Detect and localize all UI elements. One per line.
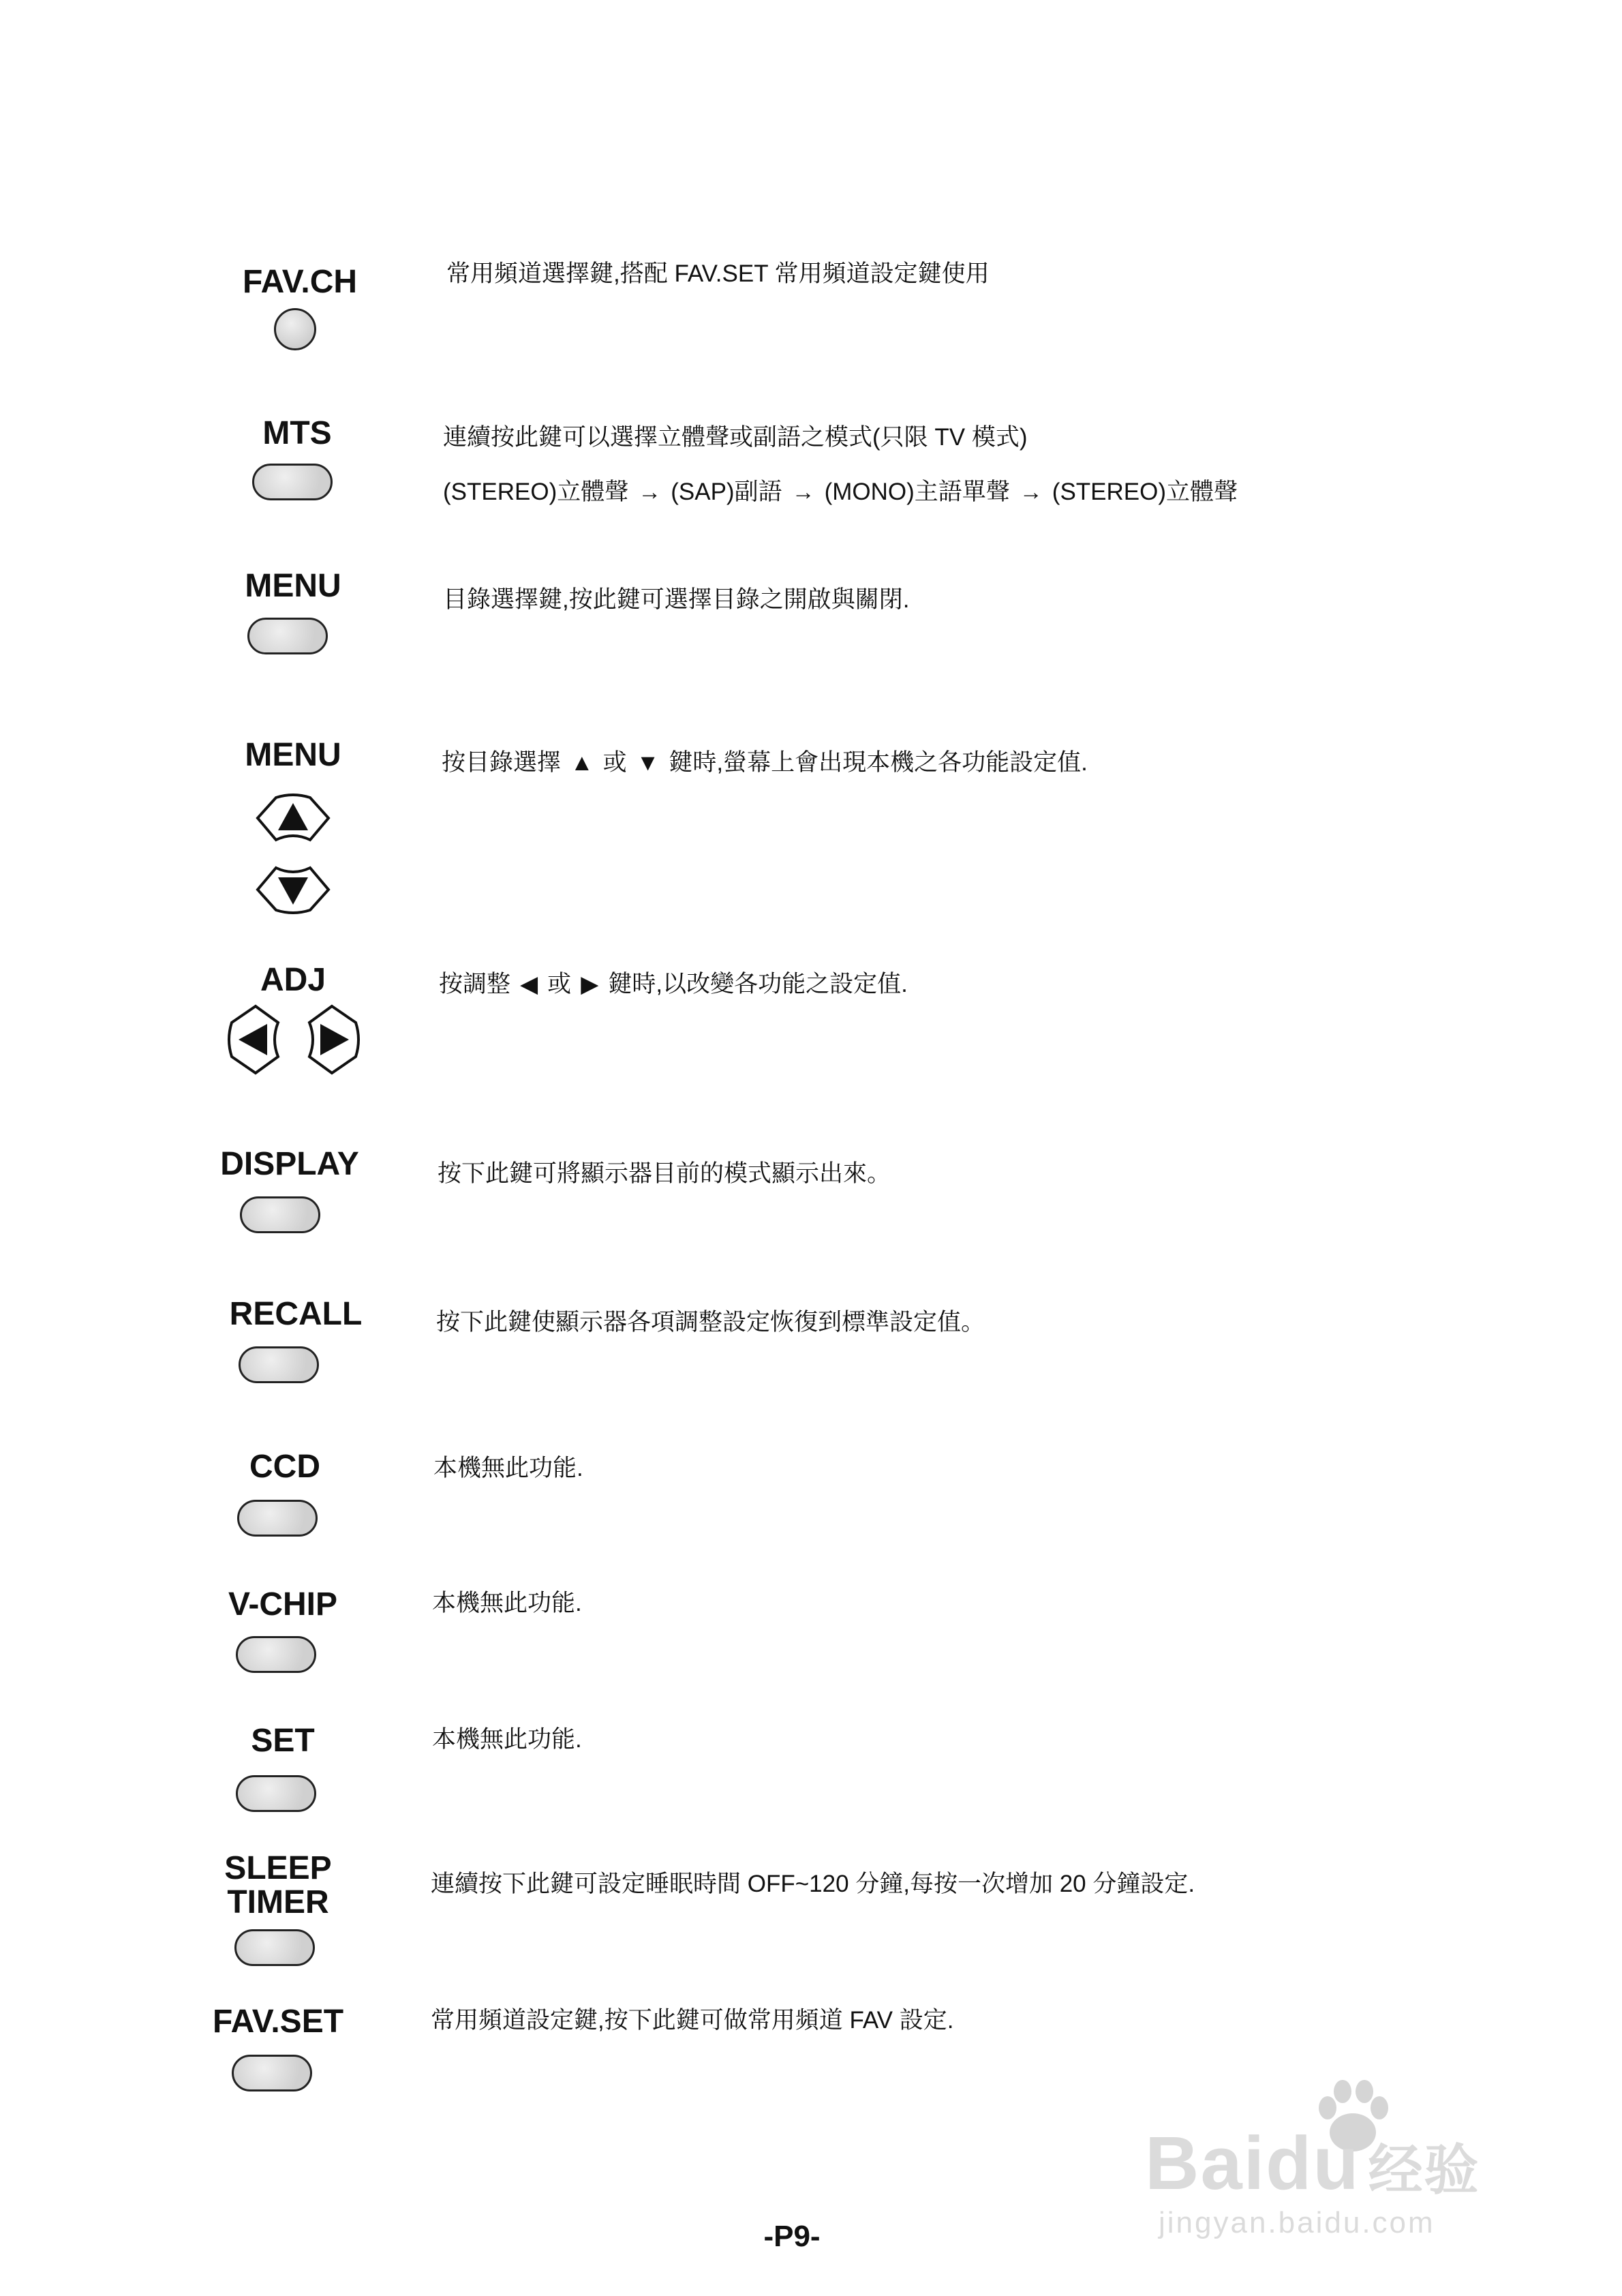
adj-description [439,969,908,999]
menu-select-description [442,748,1088,778]
down-triangle-icon: ▼ [636,750,660,776]
set-button[interactable] [236,1775,316,1812]
mode-stereo-return: (STEREO)立體聲 [1052,479,1238,505]
mode-sap: (SAP)副語 [671,479,782,505]
mts-mode-sequence [443,477,1238,507]
display-description: 按下此鍵可將顯示器目前的模式顯示出來。 [438,1160,891,1187]
ccd-description: 本機無此功能. [433,1455,583,1481]
timer-label-line: TIMER [227,1884,329,1920]
recall-description: 按下此鍵使顯示器各項調整設定恢復到標準設定值。 [436,1309,985,1335]
desc-text: 鍵時,螢幕上會出現本機之各功能設定值. [669,749,1088,776]
menu-button[interactable] [247,618,328,654]
menu-select-label: MENU [245,737,341,773]
arrow-right-icon: → [638,479,662,505]
baidu-watermark [1145,2072,1595,2243]
mode-mono: (MONO)主語單聲 [824,479,1010,505]
v-chip-description: 本機無此功能. [432,1590,582,1616]
menu-label: MENU [245,568,341,604]
display-button[interactable] [240,1196,320,1233]
ccd-label: CCD [249,1449,320,1485]
fav-set-button[interactable] [232,2055,312,2091]
desc-text: 或 [547,971,572,997]
desc-text: 按目錄選擇 [442,749,562,776]
mts-button[interactable] [252,464,333,500]
watermark-brand [1145,2120,1480,2207]
arrow-right-icon: → [791,479,815,505]
set-label: SET [251,1723,315,1759]
brand-cn-text: 经验 [1368,2140,1480,2201]
display-label: DISPLAY [220,1146,359,1182]
left-triangle-icon: ◀ [520,971,538,997]
desc-text: 鍵時,以改變各功能之設定值. [608,971,908,997]
fav-set-label: FAV.SET [212,2004,344,2040]
sleep-label-line: SLEEP [224,1850,332,1886]
desc-text: 按調整 [439,971,511,997]
set-description: 本機無此功能. [432,1726,582,1753]
sleep-timer-label [176,1852,380,1920]
watermark-url: jingyan.baidu.com [1159,2206,1435,2239]
mode-stereo: (STEREO)立體聲 [443,479,629,505]
fav-ch-description: 常用頻道選擇鍵,搭配 FAV.SET 常用頻道設定鍵使用 [446,260,990,287]
right-triangle-icon: ▶ [581,971,599,997]
menu-up-button[interactable] [252,791,334,845]
fav-ch-label: FAV.CH [242,264,358,300]
fav-ch-button[interactable] [274,308,316,350]
up-triangle-icon: ▲ [570,750,594,776]
arrow-right-icon: → [1019,479,1043,505]
adj-right-button[interactable] [301,1002,363,1077]
adj-label: ADJ [260,962,326,998]
mts-description: 連續按此鍵可以選擇立體聲或副語之模式(只限 TV 模式) [443,424,1028,451]
menu-description: 目錄選擇鍵,按此鍵可選擇目錄之開啟與關閉. [443,586,910,613]
fav-set-description: 常用頻道設定鍵,按下此鍵可做常用頻道 FAV 設定. [431,2007,954,2034]
sleep-timer-description: 連續按下此鍵可設定睡眠時間 OFF~120 分鐘,每按一次增加 20 分鐘設定. [431,1871,1195,1897]
menu-down-button[interactable] [252,862,334,917]
page-number: -P9- [763,2220,821,2253]
v-chip-label: V-CHIP [228,1586,338,1622]
ccd-button[interactable] [237,1500,318,1537]
sleep-timer-button[interactable] [234,1929,315,1966]
recall-button[interactable] [239,1346,319,1383]
v-chip-button[interactable] [236,1636,316,1673]
desc-text: 或 [602,749,627,776]
adj-left-button[interactable] [225,1002,286,1077]
mts-label: MTS [262,415,332,451]
recall-label: RECALL [229,1296,363,1332]
brand-text: Baidu [1145,2121,1360,2205]
